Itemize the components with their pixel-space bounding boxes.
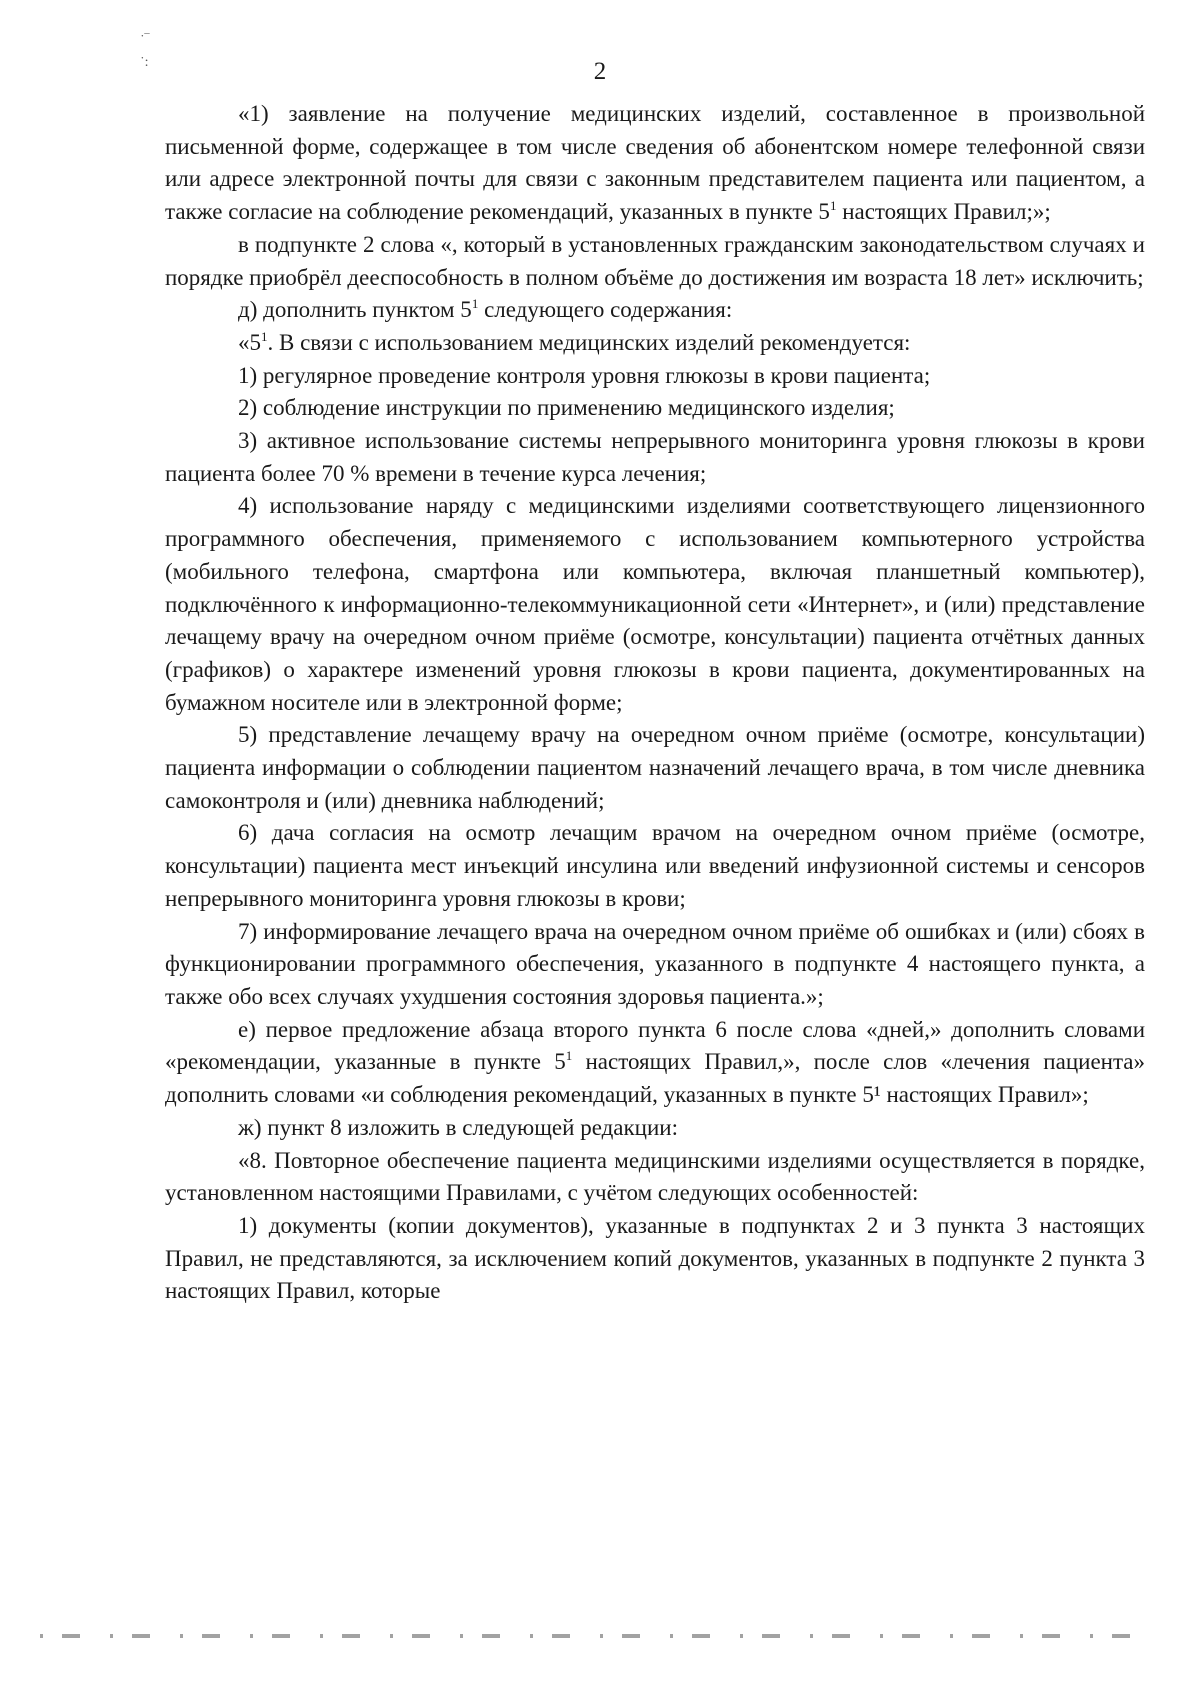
paragraph: «$5^1$. В связи с использованием медицинских изделий рекомендуется:: [238, 328, 911, 355]
paragraph: 1) документы (копии документов), указанные в подпунктах 2 и 3 пункта 3 настоящих Правил, не представляются, за исключением копий документов, указанных в подпункте 2 пункта 3 настоящих Правил, которые: [165, 1212, 1145, 1304]
paragraph: 5) представление лечащему врачу на очередном очном приёме (осмотре, консультации) пациента информации о соблюдении пациентом назначений лечащего врача, в том числе дневника самоконтроля и (или) дневника наблюдений;: [165, 722, 1145, 813]
scan-footer-noise: [40, 1634, 1150, 1638]
paragraph: «8. Повторное обеспечение пациента медицинскими изделиями осуществляется в порядке, установленном настоящими Правилами, с учётом следующих особенностей:: [165, 1147, 1145, 1206]
page-number: 2: [593, 58, 607, 85]
paragraph: 2) соблюдение инструкции по применению медицинского изделия;: [238, 395, 895, 421]
paragraph: ж) пункт 8 изложить в следующей редакции:: [238, 1114, 678, 1140]
paragraph: 7) информирование лечащего врача на очередном очном приёме об ошибках и (или) сбоях в функционировании программного обеспечения, указанного в подпункте 4 настоящего пункта, а также обо всех случаях ухудшения состояния здоровья пациента.»;: [165, 918, 1145, 1009]
paragraph: «1) заявление на получение медицинских изделий, составленное в произвольной письменной форме, содержащее в том числе сведения об абонентском номере телефонной связи или адресе электронной почты для связи с законным представителем пациента или пациентом, а также согласие на соблюдение рекомендаций, указанных в пункте $5^1$ настоящих Правил;»;: [165, 101, 1145, 225]
scan-artifacts: ˙‾ ˙:: [140, 33, 150, 70]
document-body: [165, 98, 1145, 1308]
paragraph: 6) дача согласия на осмотр лечащим врачом на очередном очном приёме (осмотре, консультации) пациента мест инъекций инсулина или введений инфузионной системы и сенсоров непрерывного мониторинга уровня глюкозы в крови;: [165, 820, 1145, 911]
paragraph: 1) регулярное проведение контроля уровня глюкозы в крови пациента;: [238, 362, 931, 388]
paragraph: д) дополнить пунктом $5^1$ следующего содержания:: [238, 296, 733, 323]
paragraph: 4) использование наряду с медицинскими изделиями соответствующего лицензионного программного обеспечения, применяемого с использованием компьютерного устройства (мобильного телефона, смартфона или компьютера, включая планшетный компьютер), подключённого к информационно-телекоммуникационной сети «Интернет», и (или) представление лечащему врачу на очередном очном приёме (осмотре, консультации) пациента отчётных данных (графиков) о характере изменений уровня глюкозы в крови пациента, документированных на бумажном носителе или в электронной форме;: [165, 493, 1145, 715]
paragraph: 3) активное использование системы непрерывного мониторинга уровня глюкозы в крови пациента более 70 % времени в течение курса лечения;: [165, 428, 1145, 486]
paragraph: в подпункте 2 слова «, который в установленных гражданским законодательством случаях и порядке приобрёл дееспособность в полном объёме до достижения им возраста 18 лет» исключить;: [165, 231, 1145, 290]
paragraph: е) первое предложение абзаца второго пункта 6 после слова «дней,» дополнить словами «рекомендации, указанные в пункте $5^1$ настоящих Правил,», после слов «лечения пациента» дополнить словами «и соблюдения рекомендаций, указанных в пункте 5¹ настоящих Правил»;: [165, 1016, 1146, 1108]
